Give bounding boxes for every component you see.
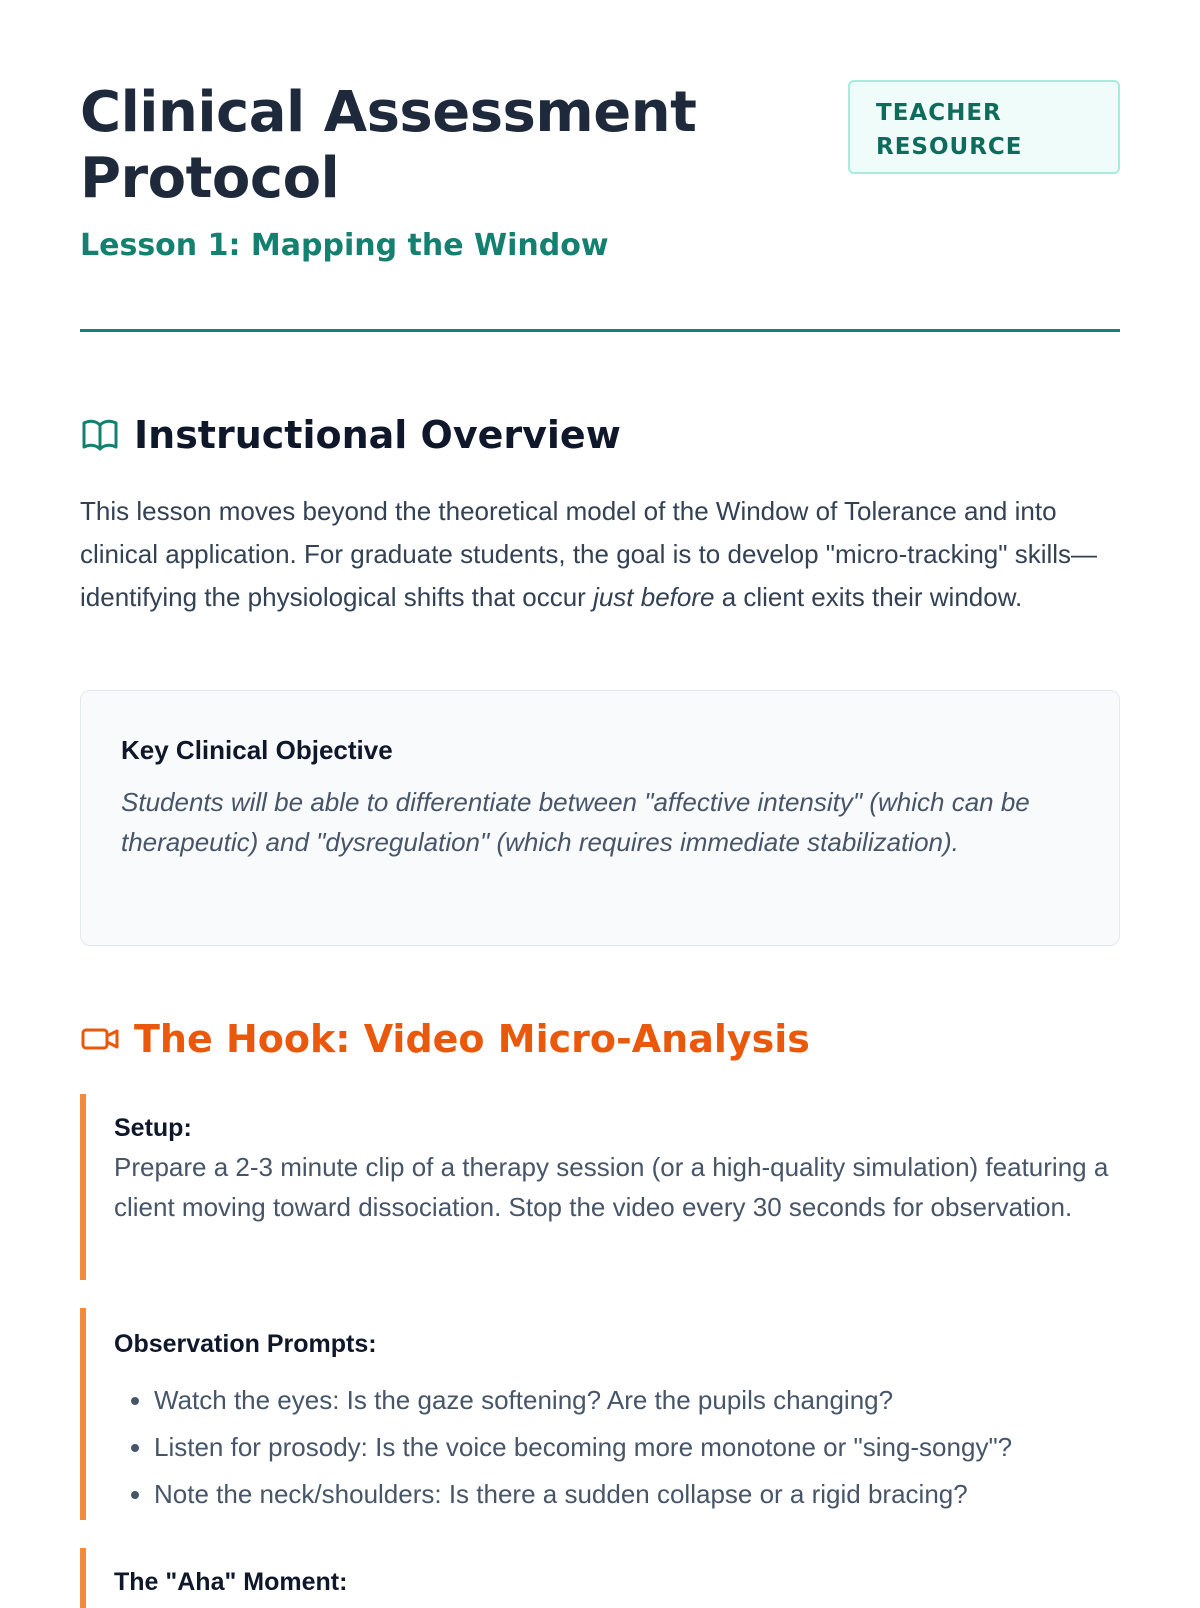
lesson-subtitle: Lesson 1: Mapping the Window [80, 228, 609, 263]
emphasis-text: just before [593, 582, 715, 612]
setup-block [80, 1094, 1120, 1280]
overview-paragraph: This lesson moves beyond the theoretical model of the Window of Tolerance and into clinical application. For graduate students, the goal is to develop "micro-tracking" skills—identifying the physiological shifts that occur just before a client exits their window. [80, 496, 1098, 612]
document-page [80, 0, 1120, 1596]
list-item: • Note the neck/shoulders: Is there a sudden collapse or a rigid bracing? [154, 1471, 1120, 1518]
list-item: • Watch the eyes: Is the gaze softening? Are the pupils changing? [154, 1377, 1120, 1424]
list-item: • Listen for prosody: Is the voice becoming more monotone or "sing-songy"? [154, 1424, 1120, 1471]
video-camera-icon [80, 1021, 120, 1057]
instructional-overview-heading [80, 412, 621, 458]
key-objective-callout [80, 690, 1120, 946]
aha-label: The "Aha" Moment: [114, 1568, 348, 1596]
section-title-text: The Hook: Video Micro-Analysis [134, 1017, 810, 1061]
setup-text: Prepare a 2-3 minute clip of a therapy session (or a high-quality simulation) featuring a client moving toward dissociation. Stop the video every 30 seconds for observation. [114, 1152, 1109, 1222]
teacher-resource-badge: TEACHER RESOURCE [848, 80, 1120, 174]
objective-text: Students will be able to differentiate between "affective intensity" (which can be therapeutic) and "dysregulation" (which requires immediate stabilization). [121, 787, 1030, 857]
aha-moment-block [80, 1548, 1120, 1608]
prompts-label: Observation Prompts: [114, 1330, 377, 1358]
observation-prompts-block [80, 1308, 1120, 1520]
section-title-text: Instructional Overview [134, 413, 621, 457]
objective-title: Key Clinical Objective [121, 735, 393, 765]
setup-label: Setup: [114, 1114, 192, 1142]
prompts-list [114, 1377, 1120, 1518]
hook-heading [80, 1016, 810, 1062]
page-title: Clinical Assessment Protocol [80, 80, 697, 211]
page-header [80, 0, 1120, 332]
book-open-icon [80, 417, 120, 453]
